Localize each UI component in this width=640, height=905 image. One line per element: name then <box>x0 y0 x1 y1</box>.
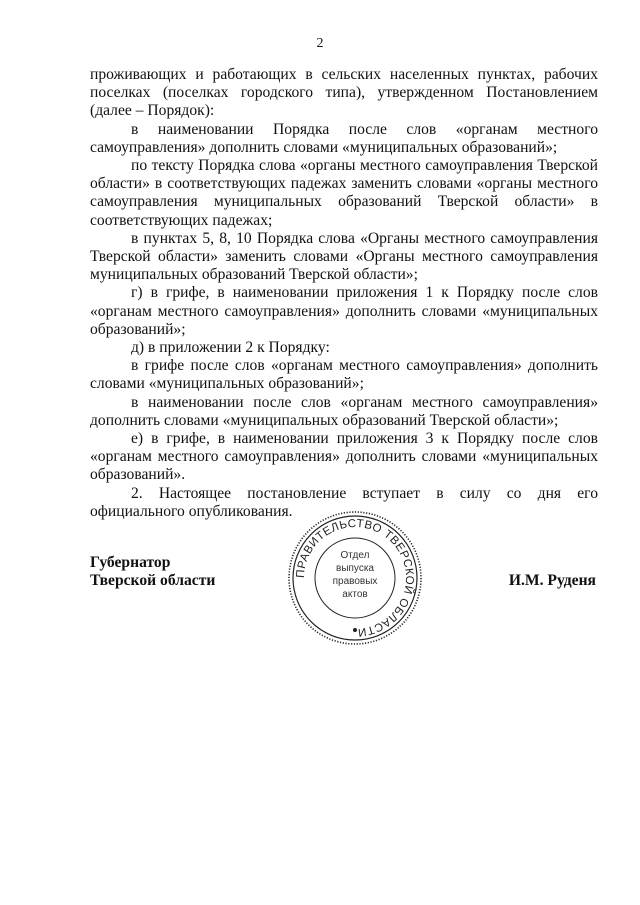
signature-title-line: Губернатор <box>90 554 171 571</box>
official-stamp <box>285 508 425 648</box>
signature-title <box>90 554 215 590</box>
signature-title-line: Тверской области <box>90 572 216 590</box>
paragraph: в грифе после слов «органам местного самоуправления» дополнить словами «муниципальных образований»; <box>90 357 598 393</box>
document-body <box>90 66 598 521</box>
paragraph: по тексту Порядка слова «органы местного самоуправления Тверской области» в соответствующих падежах заменить словами «органы местного самоуправления муниципальных образований Тверской области» в соответствующих падежах; <box>90 157 598 229</box>
paragraph: в наименовании после слов «органам местного самоуправления» дополнить словами «муниципальных образований Тверской области»; <box>90 393 598 429</box>
stamp-ring-textpath: ПРАВИТЕЛЬСТВО ТВЕРСКОЙ ОБЛАСТИ <box>294 517 416 639</box>
paragraph: в пунктах 5, 8, 10 Порядка слова «Органы местного самоуправления Тверской области» заменить словами «Органы местного самоуправления муниципальных образований Тверской области»; <box>90 229 598 284</box>
paragraph: в наименовании Порядка после слов «органам местного самоуправления» дополнить словами «муниципальных образований»; <box>90 120 598 156</box>
stamp-inner-line: правовых <box>332 576 378 587</box>
paragraph: е) в грифе, в наименовании приложения 3 к Порядку после слов «органам местного самоуправления» дополнить словами «муниципальных образований». <box>90 430 598 484</box>
stamp-seal <box>285 508 425 648</box>
stamp-inner-line: Отдел <box>340 550 370 561</box>
signatory-name: И.М. Руденя <box>508 572 596 589</box>
paragraph: д) в приложении 2 к Порядку: <box>131 339 330 357</box>
stamp-dot-icon <box>353 628 357 632</box>
paragraph: 2. Настоящее постановление вступает в силу со дня его официального опубликования. <box>90 484 598 520</box>
paragraph: г) в грифе, в наименовании приложения 1 к Порядку после слов «органам местного самоуправления» дополнить словами «муниципальных образований»; <box>90 284 598 338</box>
stamp-inner-line: выпуска <box>336 563 374 574</box>
paragraph: проживающих и работающих в сельских населенных пунктах, рабочих поселках (поселках городского типа), утвержденном Постановлением (далее – Порядок): <box>90 66 598 120</box>
stamp-inner-line: актов <box>342 589 368 600</box>
page-number: 2 <box>316 36 324 51</box>
